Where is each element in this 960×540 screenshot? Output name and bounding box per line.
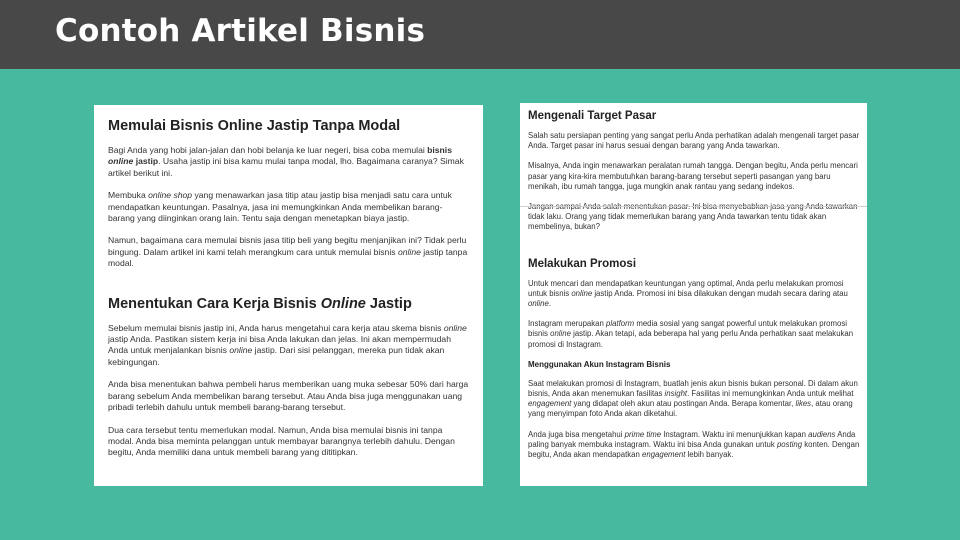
article-paragraph: tidak laku. Orang yang tidak memerlukan barang yang Anda tawarkan tentu tidak akan membelinya, bukan? (528, 212, 827, 232)
article-paragraph: Namun, bagaimana cara memulai bisnis jasa titip beli yang begitu menjanjikan ini? Tidak perlu bingung. Dalam artikel ini kami telah merangkum cara untuk memulai bisnis online jastip tanpa modal. (108, 235, 468, 269)
article-heading-cara-kerja: Menentukan Cara Kerja Bisnis Online Jastip (108, 295, 412, 312)
slide-title: Contoh Artikel Bisnis (55, 13, 426, 49)
article-panel-right (520, 103, 867, 486)
article-panel-left (94, 105, 483, 486)
article-paragraph: Sebelum memulai bisnis jastip ini, Anda harus mengetahui cara kerja atau skema bisnis online jastip Anda. Pastikan sistem kerja ini bisa Anda lakukan dan jelas. Ini akan mempermudah Anda untuk menjalankan bisnis online jastip. Dari sisi pelanggan, mereka pun tidak akan kebingungan. (108, 322, 467, 367)
article-paragraph: Bagi Anda yang hobi jalan-jalan dan hobi belanja ke luar negeri, bisa coba memulai bisnis online jastip. Usaha jastip ini bisa kamu mulai tanpa modal, lho. Bagaimana caranya? Simak artikel berikut ini. (108, 145, 464, 178)
article-subheading-instagram: Menggunakan Akun Instagram Bisnis (528, 359, 671, 369)
article-paragraph: Salah satu persiapan penting yang sangat perlu Anda perhatikan adalah mengenali target pasar Anda. Target pasar ini harus sesuai dengan barang yang Anda tawarkan. (528, 131, 860, 151)
article-heading-target-pasar: Mengenali Target Pasar (528, 110, 657, 122)
article-paragraph: Membuka online shop yang menawarkan jasa titip atau jastip bisa menjadi satu cara untuk mendapatkan keuntungan. Pasalnya, jasa ini memungkinkan Anda membelikan barang-barang yang diinginkan orang lain. Tentu saja dengan menetapkan biaya jastip. (108, 190, 452, 224)
article-heading-jastip: Memulai Bisnis Online Jastip Tanpa Modal (108, 118, 401, 134)
article-paragraph: Anda bisa menentukan bahwa pembeli harus memberikan uang muka sebesar 50% dari harga barang sebelum Anda membelikan barang tersebut. Atau Anda bisa juga menggunakan uang pribadi terlebih dahulu untuk membeli barang-barang tersebut. (108, 379, 469, 413)
article-paragraph: Dua cara tersebut tentu memerlukan modal. Namun, Anda bisa memulai bisnis ini tanpa modal. Anda bisa meminta pelanggan untuk membayar barangnya terlebih dahulu. Dengan begitu, Anda memiliki dana untuk membeli barang yang dititipkan. (108, 424, 455, 458)
article-paragraph: Instagram merupakan platform media sosial yang sangat powerful untuk melakukan promosi bisnis online jastip. Akan tetapi, ada beberapa hal yang perlu Anda perhatikan saat melakukan promosi di Instagram. (528, 319, 854, 349)
article-heading-promosi: Melakukan Promosi (528, 257, 637, 270)
article-paragraph: Untuk mencari dan mendapatkan keuntungan yang optimal, Anda perlu melakukan promosi untuk bisnis online jastip Anda. Promosi ini bisa dilakukan dengan mudah secara daring atau online. (528, 278, 848, 309)
article-paragraph: Misalnya, Anda ingin menawarkan peralatan rumah tangga. Dengan begitu, Anda perlu mencari pasar yang kira-kira membutuhkan barang-barang tersebut seperti pasangan yang baru menikah, ibu rumah tangga, juga mungkin anak rantau yang sedang indekos. (528, 161, 858, 191)
screenshot-seam-divider (520, 206, 867, 207)
article-paragraph: Saat melakukan promosi di Instagram, buatlah jenis akun bisnis bukan personal. Di dalam akun bisnis, Anda akan menemukan fasilitas insight. Fasilitas ini memungkinkan Anda untuk melihat engagement yang didapat oleh akun atau postingan Anda. Berapa komentar, likes, atau orang yang menyimpan foto Anda akan diketahui. (528, 378, 858, 419)
article-paragraph: Anda juga bisa mengetahui prime time Instagram. Waktu ini menunjukkan kapan audiens Anda paling banyak membuka instagram. Waktu ini bisa Anda gunakan untuk posting konten. Dengan begitu, Anda akan mendapatkan engagement lebih banyak. (528, 429, 860, 460)
